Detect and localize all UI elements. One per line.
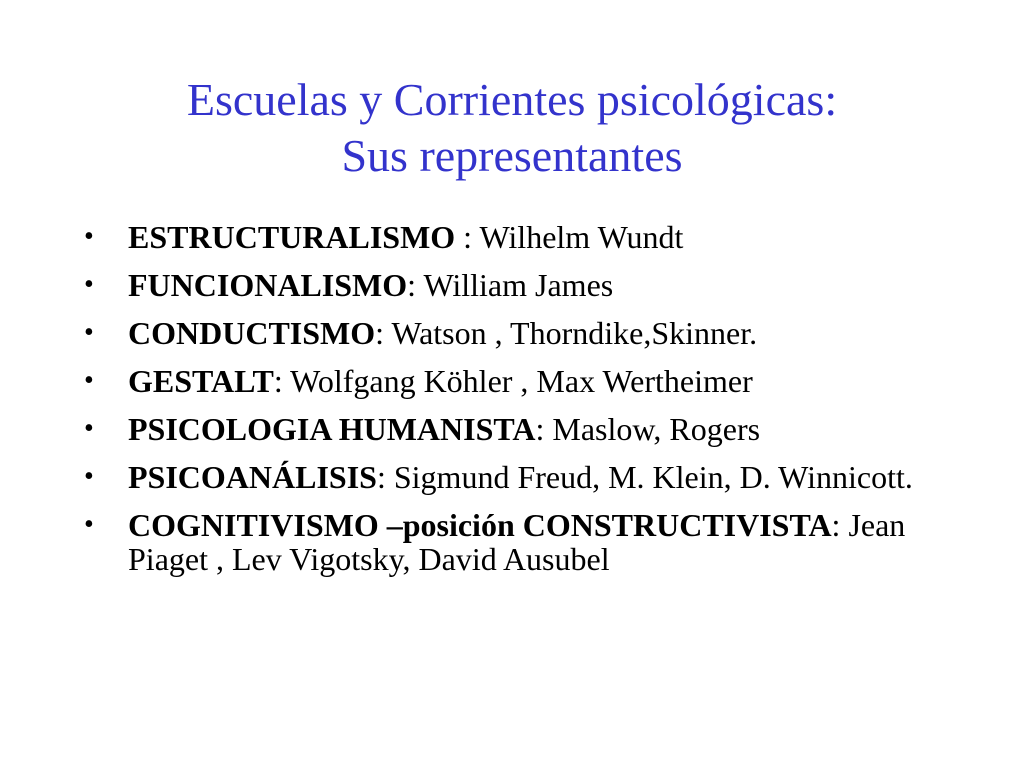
separator: : xyxy=(375,315,392,351)
representatives: Wolfgang Köhler , Max Wertheimer xyxy=(290,363,753,399)
representatives: Maslow, Rogers xyxy=(552,411,761,447)
list-item xyxy=(80,364,980,398)
bullet-icon: • xyxy=(84,269,94,300)
separator: : xyxy=(273,363,291,399)
bullet-icon: • xyxy=(84,413,94,444)
representatives: William James xyxy=(423,267,614,303)
representatives: Watson , Thorndike,Skinner. xyxy=(391,315,758,351)
bullet-icon: • xyxy=(84,365,94,396)
list-item xyxy=(80,268,980,302)
slide-title xyxy=(60,72,964,184)
bullet-icon: • xyxy=(84,221,94,252)
separator: : xyxy=(535,411,553,447)
title-line-2: Sus representantes xyxy=(341,130,683,181)
list-item xyxy=(80,412,980,446)
separator: : xyxy=(407,267,424,303)
representatives: Sigmund Freud, M. Klein, D. Winnicott. xyxy=(393,459,913,495)
separator: : xyxy=(831,507,849,543)
schools-list xyxy=(80,220,980,590)
school-name: COGNITIVISMO –posición CONSTRUCTIVISTA xyxy=(128,507,832,543)
bullet-icon: • xyxy=(84,461,94,492)
school-name: FUNCIONALISMO xyxy=(128,267,408,303)
list-item xyxy=(80,220,980,254)
school-name: ESTRUCTURALISMO xyxy=(128,219,456,255)
bullet-icon: • xyxy=(84,509,94,540)
separator: : xyxy=(376,459,394,495)
school-name: PSICOLOGIA HUMANISTA xyxy=(128,411,536,447)
list-item xyxy=(80,316,980,350)
list-item xyxy=(80,508,980,576)
school-name: CONDUCTISMO xyxy=(128,315,376,351)
list-item xyxy=(80,460,980,494)
representatives: Jean Piaget , Lev Vigotsky, David Ausubel xyxy=(128,507,906,577)
title-line-1: Escuelas y Corrientes psicológicas: xyxy=(186,74,838,125)
school-name: GESTALT xyxy=(128,363,274,399)
representatives: Wilhelm Wundt xyxy=(479,219,684,255)
bullet-icon: • xyxy=(84,317,94,348)
school-name: PSICOANÁLISIS xyxy=(128,459,377,495)
separator: : xyxy=(455,219,480,255)
